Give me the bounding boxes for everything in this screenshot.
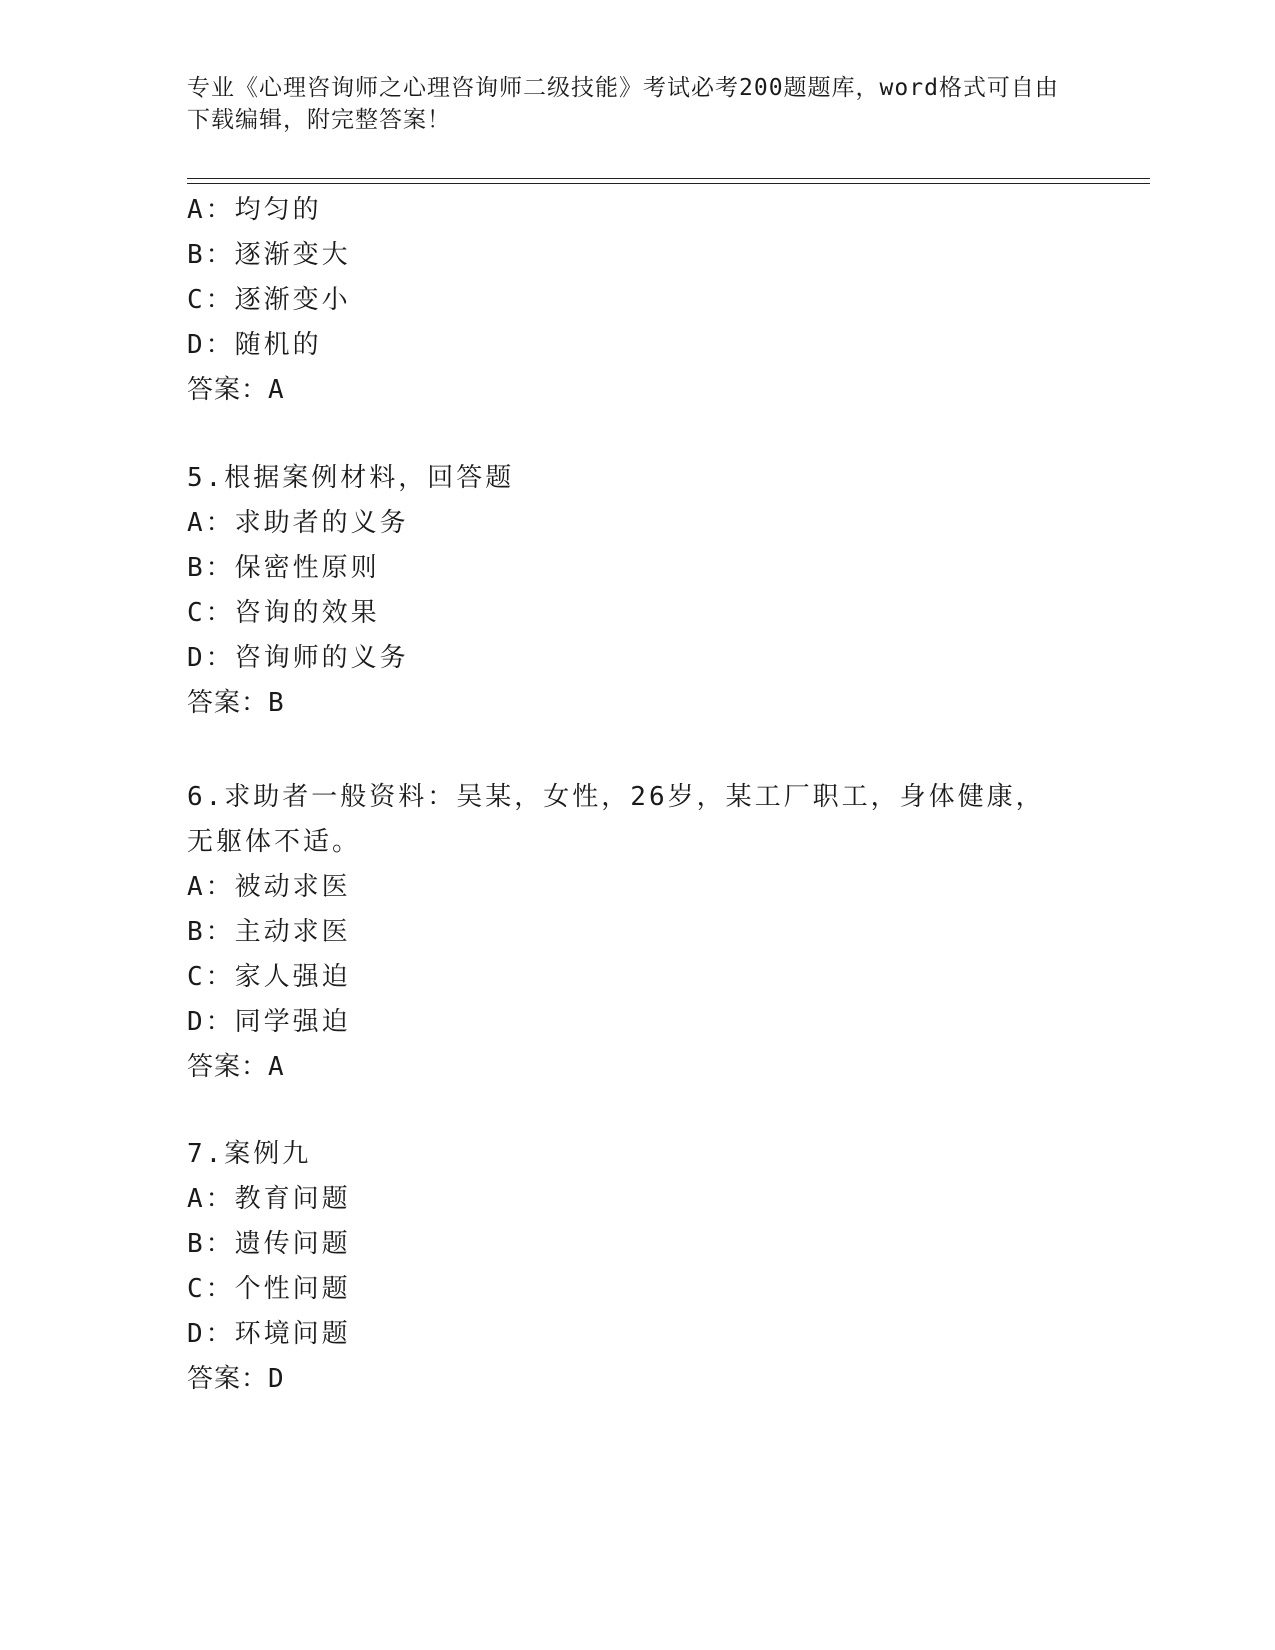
- q5-option-a: A：求助者的义务: [187, 508, 409, 538]
- q4-option-d: D：随机的: [187, 330, 322, 360]
- q6-text: 6.求助者一般资料：吴某，女性，26岁，某工厂职工，身体健康，无躯体不适。: [187, 782, 1045, 857]
- q7-answer: 答案：D: [187, 1364, 285, 1394]
- header-divider-bottom: [187, 183, 1150, 184]
- q6-option-b: B：主动求医: [187, 917, 351, 947]
- q7-text: 7.案例九: [187, 1139, 312, 1169]
- q5-text: 5.根据案例材料，回答题: [187, 463, 515, 493]
- q7-option-a: A：教育问题: [187, 1184, 351, 1214]
- q7-option-b: B：遗传问题: [187, 1229, 351, 1259]
- q5-option-b: B：保密性原则: [187, 553, 380, 583]
- header-divider-top: [187, 178, 1150, 179]
- document-header: 专业《心理咨询师之心理咨询师二级技能》考试必考200题题库，word格式可自由下载编辑，附完整答案！: [187, 75, 1059, 133]
- q4-option-c: C：逐渐变小: [187, 285, 351, 315]
- q4-option-a: A：均匀的: [187, 195, 322, 225]
- q4-option-b: B：逐渐变大: [187, 240, 351, 270]
- q6-option-a: A：被动求医: [187, 872, 351, 902]
- q6-option-d: D：同学强迫: [187, 1007, 351, 1037]
- q5-option-d: D：咨询师的义务: [187, 643, 409, 673]
- q7-option-c: C：个性问题: [187, 1274, 351, 1304]
- q4-answer: 答案：A: [187, 375, 285, 405]
- q6-option-c: C：家人强迫: [187, 962, 351, 992]
- q7-option-d: D：环境问题: [187, 1319, 351, 1349]
- q6-answer: 答案：A: [187, 1052, 285, 1082]
- q5-option-c: C：咨询的效果: [187, 598, 380, 628]
- q5-answer: 答案：B: [187, 688, 285, 718]
